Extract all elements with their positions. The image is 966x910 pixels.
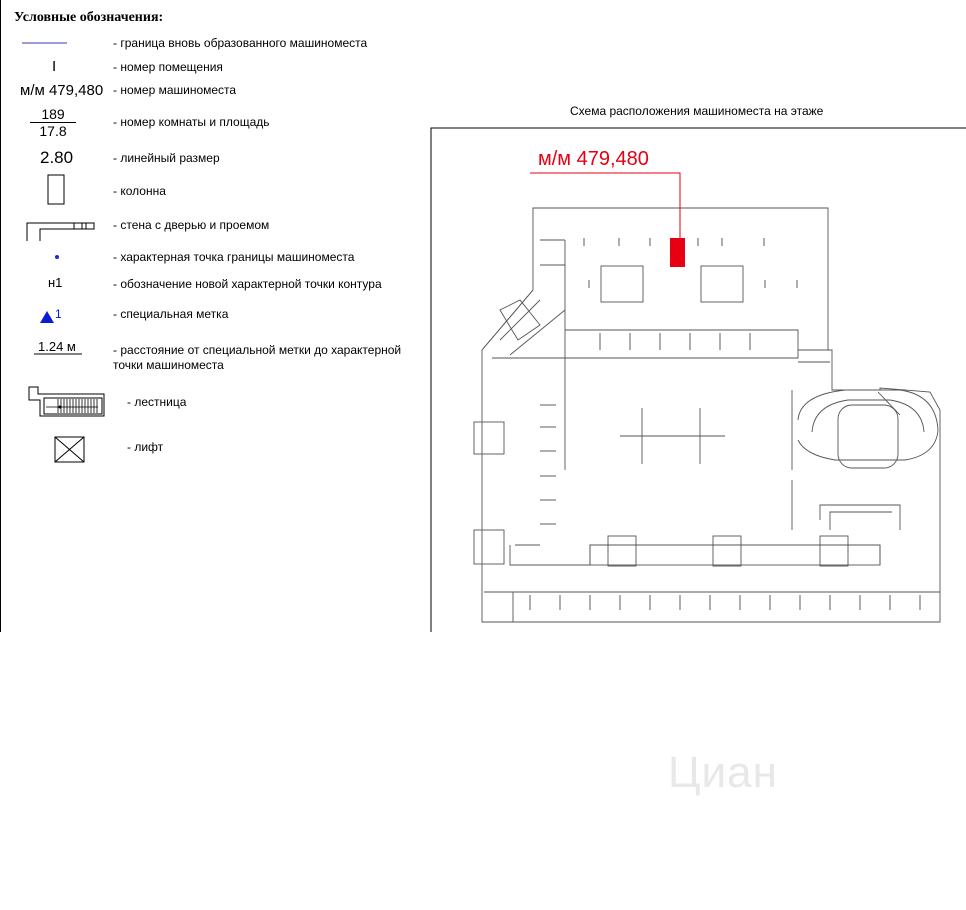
legend-item-special-mark: - специальная метка bbox=[113, 307, 229, 321]
special-mark-number: 1 bbox=[55, 307, 62, 321]
legend-item-distance-line2: точки машиноместа bbox=[113, 358, 224, 372]
legend-item-stairs: - лестница bbox=[127, 395, 187, 409]
legend-title: Условные обозначения: bbox=[14, 10, 164, 25]
legend-item-boundary: - граница вновь образованного машиноместа bbox=[113, 36, 368, 50]
legend-item-new-point: - обозначение новой характерной точки контура bbox=[113, 277, 382, 291]
new-point-symbol: н1 bbox=[48, 275, 63, 290]
linear-size-symbol: 2.80 bbox=[40, 148, 74, 167]
legend-item-parking-number: - номер машиноместа bbox=[113, 83, 237, 97]
scheme-title: Схема расположения машиноместа на этаже bbox=[570, 104, 824, 118]
room-number-symbol: I bbox=[52, 58, 57, 75]
parking-number-symbol: м/м 479,480 bbox=[20, 82, 104, 99]
legend-item-room-area: - номер комнаты и площадь bbox=[113, 115, 270, 129]
legend-item-linear-size: - линейный размер bbox=[113, 151, 220, 165]
highlighted-parking-space bbox=[670, 238, 685, 267]
room-number-value: 189 bbox=[30, 106, 76, 123]
legend-item-distance: - расстояние от специальной метки до характерной bbox=[113, 343, 402, 357]
legend-item-wall-door: - стена с дверью и проемом bbox=[113, 218, 270, 232]
room-area-value: 17.8 bbox=[39, 123, 67, 139]
legend-item-room-number: - номер помещения bbox=[113, 60, 223, 74]
parking-space-label: м/м 479,480 bbox=[538, 148, 649, 170]
legend-item-column: - колонна bbox=[113, 184, 166, 198]
watermark-logo: Циан bbox=[668, 748, 778, 797]
legend-item-elevator: - лифт bbox=[127, 440, 164, 454]
distance-symbol: 1.24 м bbox=[38, 339, 76, 354]
legend-item-boundary-point: - характерная точка границы машиноместа bbox=[113, 250, 355, 264]
